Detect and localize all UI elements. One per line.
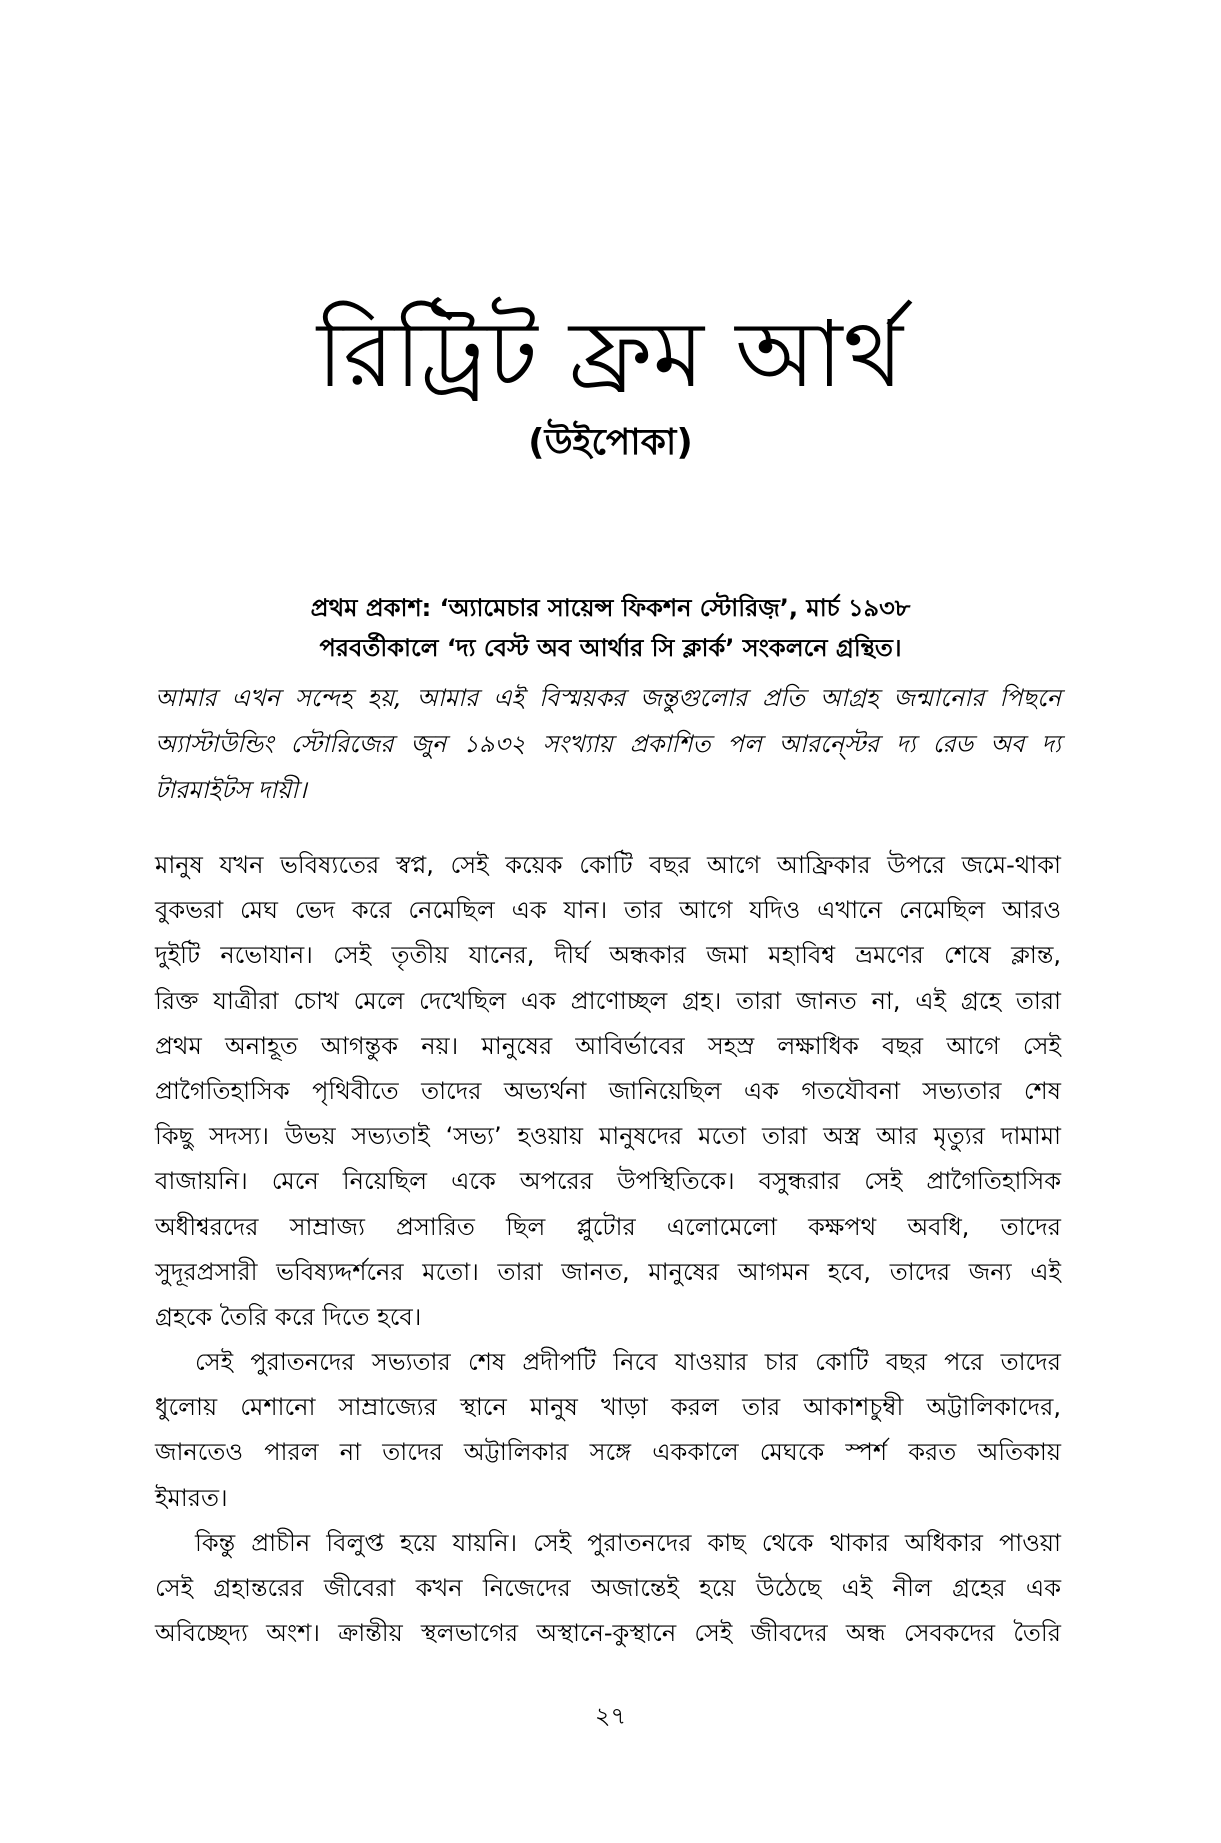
chapter-title: রিট্রিট ফ্রম আর্থ (316, 301, 905, 408)
text-line: কিন্তু প্রাচীন বিলুপ্ত হয়ে যায়নি। সেই পুরাতনদের কাছ থেকে থাকার অধিকার পাওয়া (195, 1528, 1061, 1557)
text-line: মানুষ যখন ভবিষ্যতের স্বপ্ন, সেই কয়েক কোটি বছর আগে আফ্রিকার উপরে জমে-থাকা (155, 851, 1061, 879)
text-line: কিছু সদস্য। উভয় সভ্যতাই ‘সভ্য’ হওয়ায় মানুষদের মতো তারা অস্ত্র আর মৃত্যুর দামামা (155, 1122, 1061, 1151)
text-line: ইমারত। (155, 1483, 228, 1512)
publication-info-line: প্রথম প্রকাশ: ‘অ্যামেচার সায়েন্স ফিকশন স্টোরিজ়’, মার্চ ১৯৩৮ (310, 594, 911, 622)
text-line: ধুলোয় মেশানো সাম্রাজ্যের স্থানে মানুষ খাড়া করল তার আকাশচুম্বী অট্টালিকাদের, (155, 1393, 1061, 1422)
text-line: গ্রহকে তৈরি করে দিতে হবে। (155, 1302, 422, 1331)
text-line: অবিচ্ছেদ্য অংশ। ক্রান্তীয় স্থলভাগের অস্থানে-কুস্থানে সেই জীবদের অন্ধ সেবকদের তৈরি (155, 1619, 1061, 1648)
text-line: বুকভরা মেঘ ভেদ করে নেমেছিল এক যান। তার আগে যদিও এখানে নেমেছিল আরও (155, 896, 1061, 925)
text-line: সেই পুরাতনদের সভ্যতার শেষ প্রদীপটি নিবে যাওয়ার চার কোটি বছর পরে তাদের (195, 1348, 1061, 1377)
text-line: প্রথম অনাহূত আগন্তুক নয়। মানুষের আবির্ভাবের সহস্র লক্ষাধিক বছর আগে সেই (155, 1031, 1061, 1060)
epigraph (155, 675, 1061, 813)
text-line: অধীশ্বরদের সাম্রাজ্য প্রসারিত ছিল প্লুটোর এলোমেলো কক্ষপথ অবধি, তাদের (155, 1212, 1061, 1241)
epigraph-line: আমার এখন সন্দেহ হয়, আমার এই বিস্ময়কর জন্তুগুলোর প্রতি আগ্রহ জন্মানোর পিছনে (155, 684, 1061, 712)
epigraph-line: অ্যাস্টাউন্ডিং স্টোরিজের জুন ১৯৩২ সংখ্যায় প্রকাশিত পল আরন্স্টের দ্য রেড অব দ্য (155, 730, 1061, 758)
text-line: বাজায়নি। মেনে নিয়েছিল একে অপরের উপস্থিতিকে। বসুন্ধরার সেই প্রাগৈতিহাসিক (155, 1167, 1061, 1196)
text-line: দুইটি নভোযান। সেই তৃতীয় যানের, দীর্ঘ অন্ধকার জমা মহাবিশ্ব ভ্রমণের শেষে ক্লান্ত, (155, 941, 1061, 970)
text-line: জানতেও পারল না তাদের অট্টালিকার সঙ্গে এককালে মেঘকে স্পর্শ করত অতিকায় (155, 1438, 1061, 1467)
paragraph-3 (155, 1521, 1061, 1657)
epigraph-line: টারমাইটস দায়ী। (155, 776, 307, 804)
paragraph-1 (155, 843, 1061, 1340)
body-text (155, 843, 1061, 1656)
text-line: সেই গ্রহান্তরের জীবেরা কখন নিজেদের অজান্তেই হয়ে উঠেছে এই নীল গ্রহের এক (155, 1574, 1061, 1602)
paragraph-2 (155, 1340, 1061, 1521)
publication-info (0, 588, 1221, 668)
text-line: প্রাগৈতিহাসিক পৃথিবীতে তাদের অভ্যর্থনা জানিয়েছিল এক গতযৌবনা সভ্যতার শেষ (155, 1076, 1061, 1105)
text-line: সুদূরপ্রসারী ভবিষ্যদ্দর্শনের মতো। তারা জানত, মানুষের আগমন হবে, তাদের জন্য এই (155, 1257, 1061, 1286)
page-number: ২৭ (594, 1702, 627, 1730)
chapter-subtitle: (উইপোকা) (528, 422, 693, 463)
publication-info-line: পরবর্তীকালে ‘দ্য বেস্ট অব আর্থার সি ক্লার্ক’ সংকলনে গ্রন্থিত। (319, 634, 902, 662)
text-line: রিক্ত যাত্রীরা চোখ মেলে দেখেছিল এক প্রাণোচ্ছল গ্রহ। তারা জানত না, এই গ্রহে তারা (155, 986, 1061, 1015)
